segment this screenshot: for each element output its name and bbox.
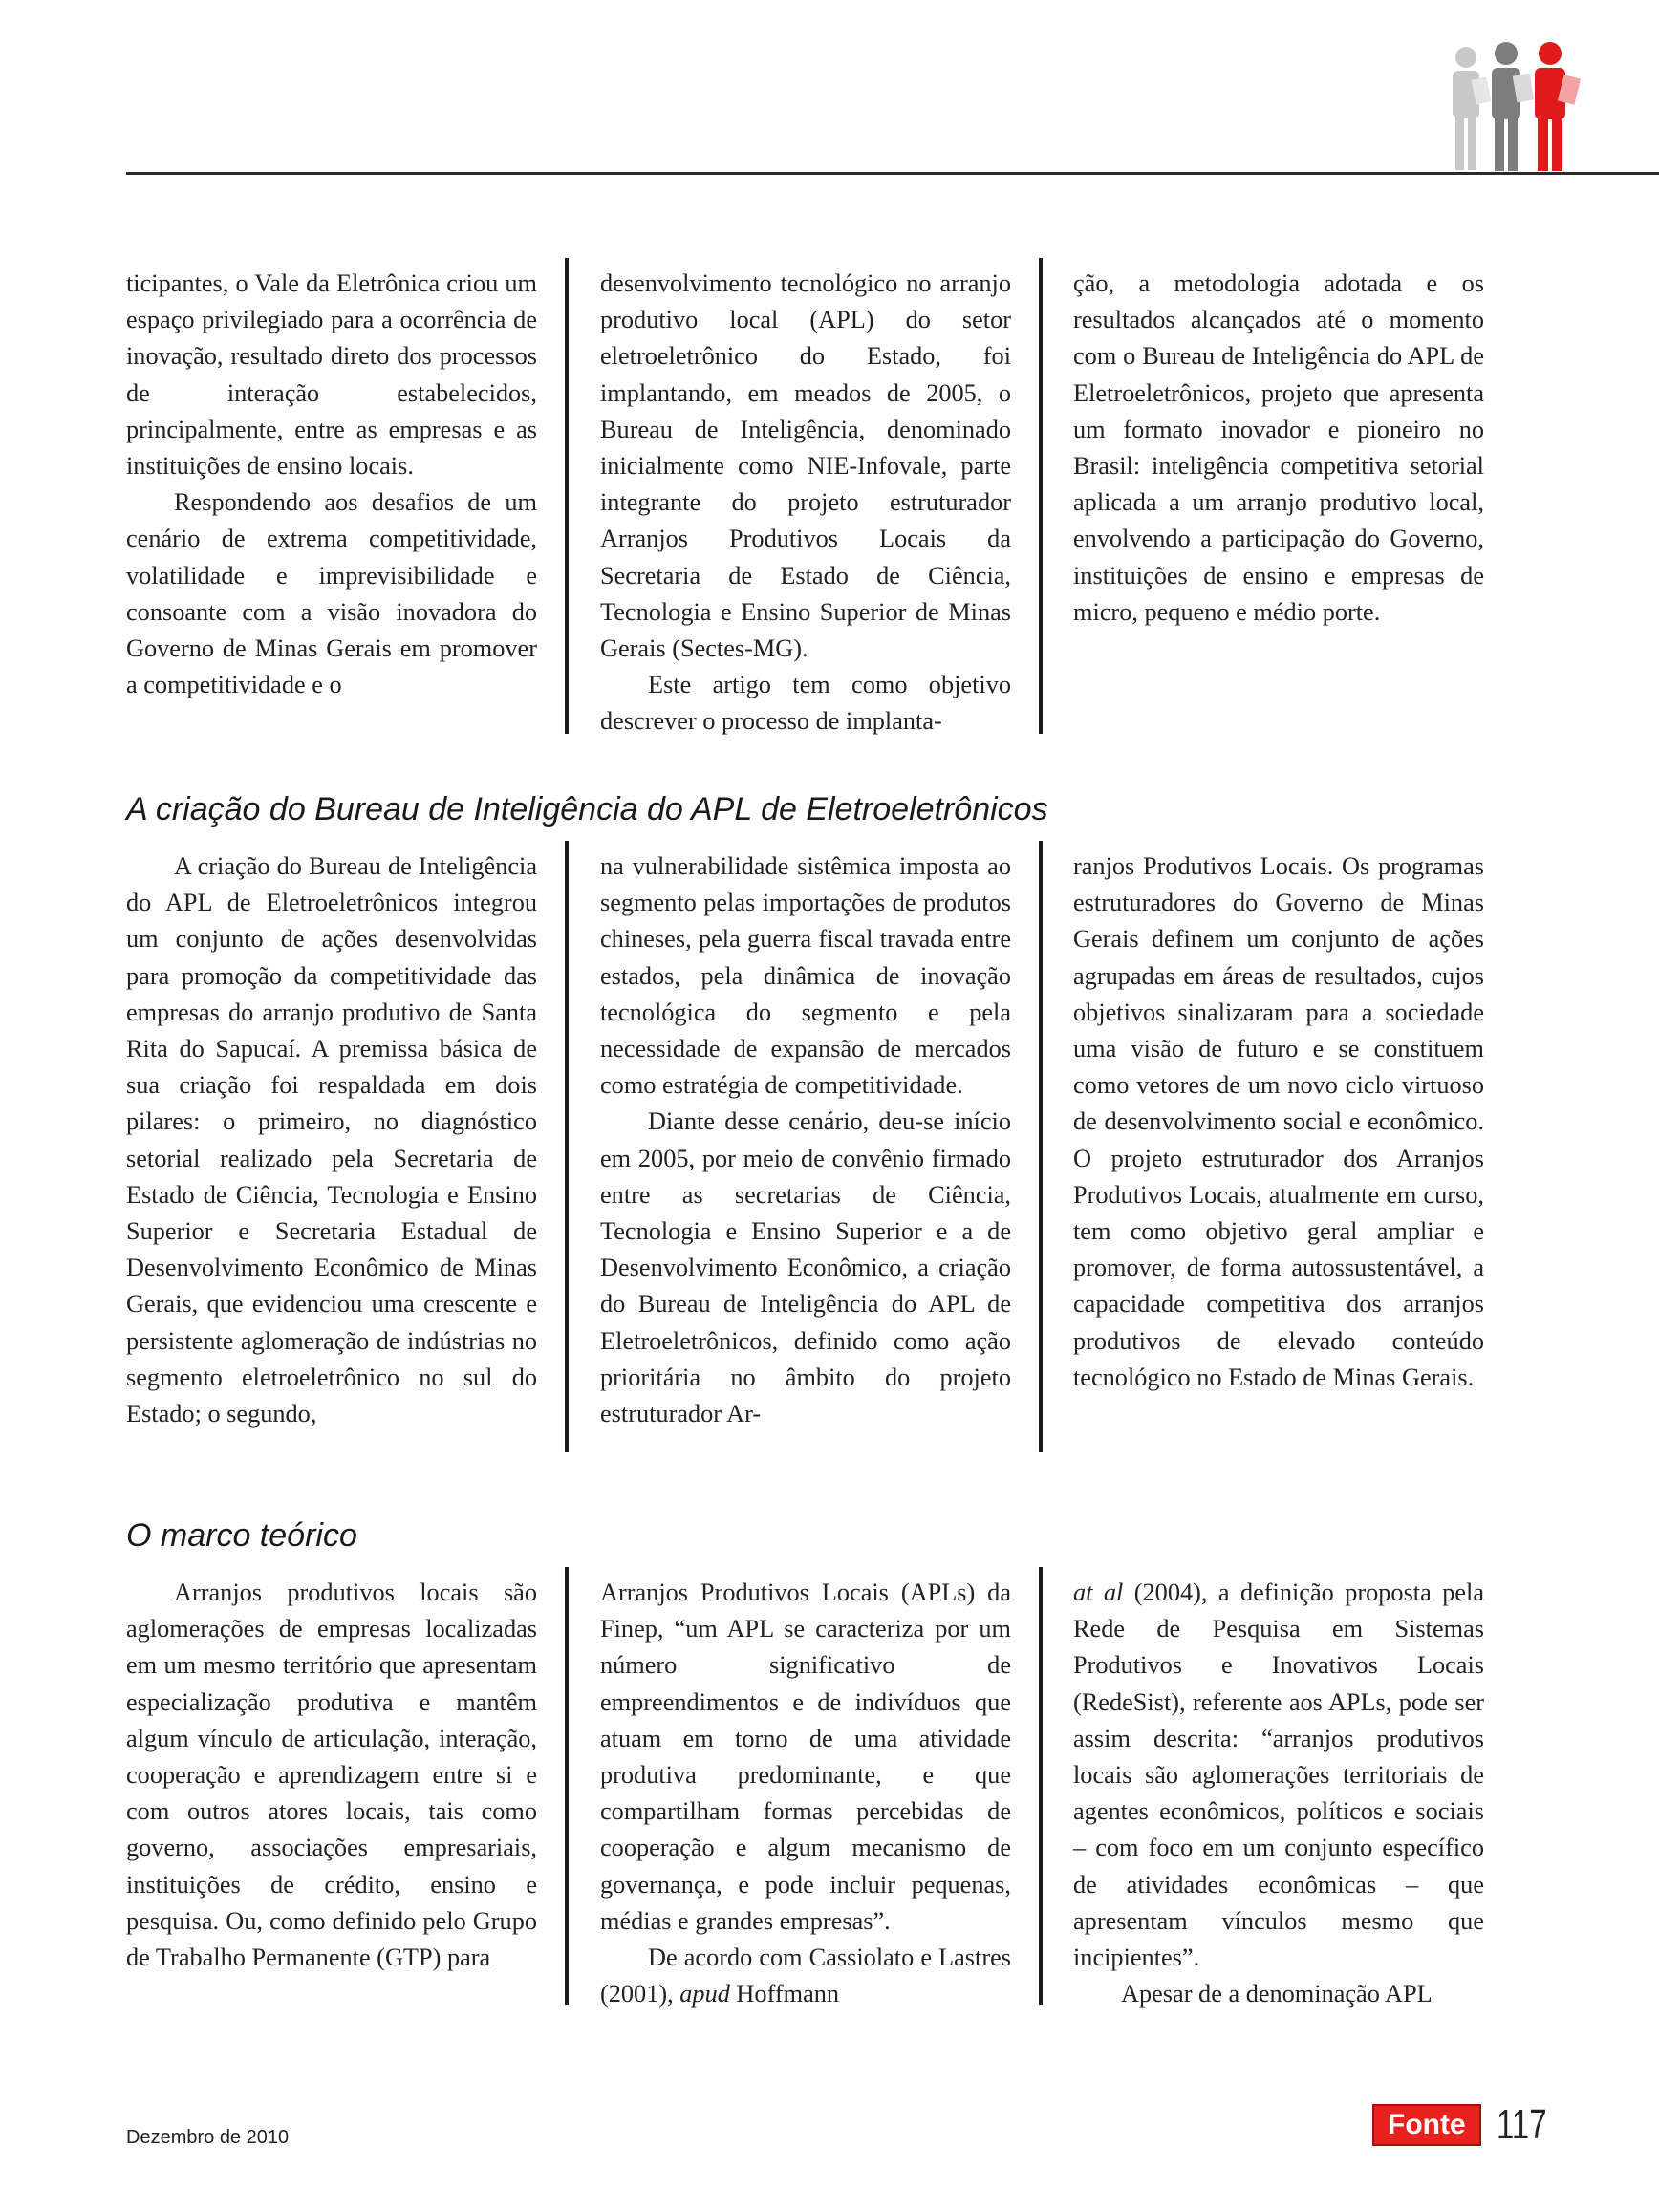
- section-heading-marco: O marco teórico: [126, 1517, 357, 1554]
- italic-apud: apud: [679, 1980, 730, 2008]
- paragraph: Diante desse cenário, deu-se início em 2005, por meio de convênio firmado entre as secretarias de Ciência, Tecnologia e Ensino Superior e a de Desenvolvimento Econômico, a criação do Bureau de Inteligência do APL de Eletroeletrônicos, definido como ação prioritária no âmbito do projeto estruturador Ar-: [600, 1107, 1011, 1428]
- page-number: 117: [1496, 2101, 1547, 2148]
- paragraph: desenvolvimento tecnológico no arranjo produtivo local (APL) do setor eletroeletrônico do Estado, foi implantando, em meados de 2005, o Bureau de Inteligência, denominado inicialmente como NIE-Infovale, parte integrante do projeto estruturador Arranjos Produtivos Locais da Secretaria de Estado de Ciência, Tecnologia e Ensino Superior de Minas Gerais (Sectes-MG).: [600, 269, 1011, 663]
- paragraph: Respondendo aos desafios de um cenário de extrema competitividade, volatilidade e imprevisibilidade e consoante com a visão inovadora do Governo de Minas Gerais em promover a competitividade e o: [126, 488, 537, 699]
- bureau-column-2: [600, 848, 1011, 1432]
- text-run: Hoffmann: [729, 1980, 840, 2008]
- paragraph: Este artigo tem como objetivo descrever o processo de implanta-: [600, 671, 1011, 736]
- intro-column-2: [600, 266, 1011, 741]
- paragraph: na vulnerabilidade sistêmica imposta ao segmento pelas importações de produtos chineses, pela guerra fiscal travada entre estados, pela dinâmica de inovação tecnológica do segmento e pela necessidade de expansão de mercados como estratégia de competitividade.: [600, 852, 1011, 1100]
- paragraph: Arranjos produtivos locais são aglomerações de empresas localizadas em um mesmo território que apresentam especialização produtiva e mantêm algum vínculo de articulação, interação, cooperação e aprendizagem entre si e com outros atores locais, tais como governo, associações empresariais, instituições de crédito, ensino e pesquisa. Ou, como definido pelo Grupo de Trabalho Permanente (GTP) para: [126, 1578, 537, 1972]
- intro-column-3: [1073, 266, 1484, 631]
- bureau-column-3: [1073, 848, 1484, 1396]
- bureau-section: [126, 848, 1487, 1460]
- column-divider: [1039, 841, 1043, 1452]
- three-people-figures-icon: [1445, 40, 1588, 174]
- footer-date: Dezembro de 2010: [126, 2127, 290, 2148]
- column-divider: [1039, 1567, 1043, 2005]
- paragraph: Arranjos Produtivos Locais (APLs) da Finep, “um APL se caracteriza por um número significativo de empreendimentos e de indivíduos que atuam em torno de uma atividade produtiva predominante, e que compartilham formas percebidas de cooperação e algum mecanismo de governança, e pode incluir pequenas, médias e grandes empresas”.: [600, 1578, 1011, 1935]
- paragraph: ranjos Produtivos Locais. Os programas estruturadores do Governo de Minas Gerais definem um conjunto de ações agrupadas em áreas de resultados, cujos objetivos sinalizaram para a sociedade uma visão de futuro e se constituem como vetores de um novo ciclo virtuoso de desenvolvimento social e econômico. O projeto estruturador dos Arranjos Produtivos Locais, atualmente em curso, tem como objetivo geral ampliar e promover, de forma autossustentável, a capacidade competitiva dos arranjos produtivos de elevado conteúdo tecnológico no Estado de Minas Gerais.: [1073, 852, 1484, 1391]
- paragraph: ção, a metodologia adotada e os resultados alcançados até o momento com o Bureau de Inteligência do APL de Eletroeletrônicos, projeto que apresenta um formato inovador e pioneiro no Brasil: inteligência competitiva setorial aplicada a um arranjo produtivo local, envolvendo a participação do Governo, instituições de ensino e empresas de micro, pequeno e médio porte.: [1073, 269, 1484, 626]
- intro-section: [126, 266, 1487, 734]
- marco-column-3: [1073, 1575, 1484, 2012]
- text-run: (2004), a definição proposta pela Rede de Pesquisa em Sistemas Produtivos e Inovativos Locais (RedeSist), referente aos APLs, pode ser assim descrita: “arranjos produtivos locais são aglomerações territoriais de agentes econômicos, políticos e sociais – com foco em um conjunto específico de atividades econômicas – que apresentam vínculos mesmo que incipientes”.: [1073, 1578, 1485, 1972]
- italic-at-al: at al: [1073, 1578, 1124, 1606]
- footer-brand: [1372, 2101, 1563, 2148]
- paragraph: [600, 1940, 1011, 2012]
- marco-column-1: [126, 1575, 537, 1976]
- paragraph: [1073, 1575, 1484, 1976]
- paragraph: Apesar de a denominação APL: [1121, 1980, 1433, 2008]
- marco-column-2: [600, 1575, 1011, 2012]
- bureau-column-1: [126, 848, 537, 1432]
- column-divider: [1039, 258, 1043, 734]
- paragraph: ticipantes, o Vale da Eletrônica criou um espaço privilegiado para a ocorrência de inovação, resultado direto dos processos de interação estabelecidos, principalmente, entre as empresas e as instituições de ensino locais.: [126, 269, 537, 481]
- fonte-logo: Fonte: [1372, 2104, 1481, 2146]
- column-divider: [565, 841, 569, 1452]
- column-divider: [565, 258, 569, 734]
- intro-column-1: [126, 266, 537, 703]
- section-heading-bureau: A criação do Bureau de Inteligência do APL de Eletroeletrônicos: [126, 791, 1048, 827]
- column-divider: [565, 1567, 569, 2005]
- marco-section: [126, 1575, 1487, 2008]
- paragraph: A criação do Bureau de Inteligência do APL de Eletroeletrônicos integrou um conjunto de ações desenvolvidas para promoção da competitividade das empresas do arranjo produtivo de Santa Rita do Sapucaí. A premissa básica de sua criação foi respaldada em dois pilares: o primeiro, no diagnóstico setorial realizado pela Secretaria de Estado de Ciência, Tecnologia e Ensino Superior e Secretaria Estadual de Desenvolvimento Econômico de Minas Gerais, que evidenciou uma crescente e persistente aglomeração de indústrias no segmento eletroeletrônico no sul do Estado; o segundo,: [126, 852, 537, 1428]
- header-rule: [126, 172, 1659, 175]
- text-run: De acordo com Cassiolato e Lastres (2001),: [600, 1944, 1011, 2008]
